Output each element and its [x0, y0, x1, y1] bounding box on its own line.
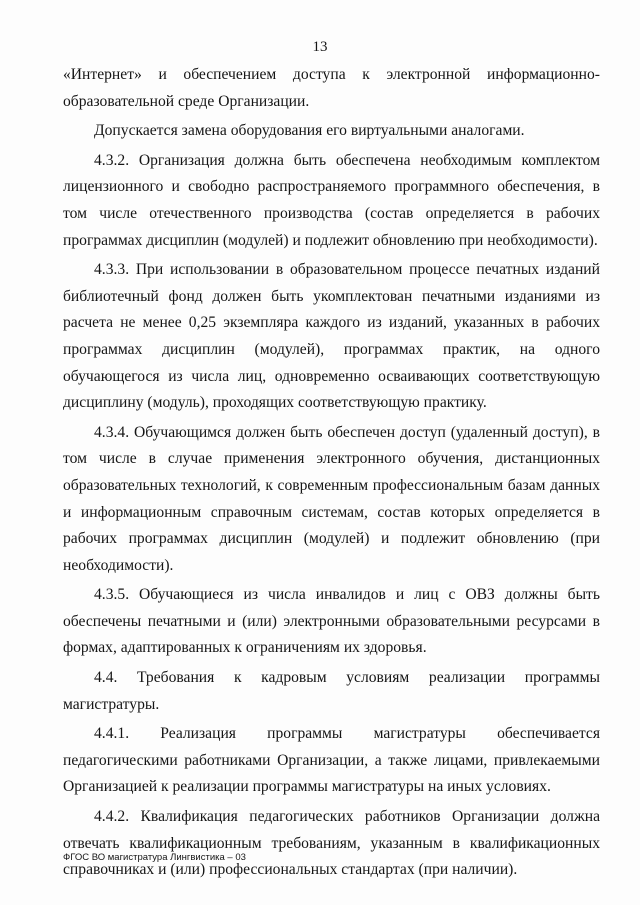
paragraph-continuation: «Интернет» и обеспечением доступа к электронной информационно-образовательной среде Организации.	[63, 66, 600, 110]
paragraph-4-3-3: 4.3.3. При использовании в образовательном процессе печатных изданий библиотечный фонд должен быть укомплектован печатными изданиями из расчета не менее 0,25 экземпляра каждого из изданий, указанных в рабочих программах дисциплин (модулей), программах практик, на одного обучающегося из числа лиц, одновременно осваивающих соответствующую дисциплину (модуль), проходящих соответствующую практику.	[63, 261, 600, 412]
paragraph-4-3-5: 4.3.5. Обучающиеся из числа инвалидов и лиц с ОВЗ должны быть обеспечены печатными и (или) электронными образовательными ресурсами в формах, адаптированных к ограничениям их здоровья.	[63, 586, 600, 657]
paragraph-virtual-analogs: Допускается замена оборудования его виртуальными аналогами.	[94, 122, 525, 140]
paragraph-4-3-4: 4.3.4. Обучающимся должен быть обеспечен доступ (удаленный доступ), в том числе в случае применения электронного обучения, дистанционных образовательных технологий, к современным профессиональным базам данных и информационным справочным системам, состав которых определяется в рабочих программах дисциплин (модулей) и подлежит обновлению (при необходимости).	[63, 423, 600, 574]
page-number: 13	[312, 39, 328, 55]
paragraph-4-4-1: 4.4.1. Реализация программы магистратуры обеспечивается педагогическими работниками Организации, а также лицами, привлекаемыми Организацией к реализации программы магистратуры на иных условиях.	[63, 725, 600, 796]
paragraph-4-4: 4.4. Требования к кадровым условиям реализации программы магистратуры.	[63, 669, 600, 713]
document-footer: ФГОС ВО магистратура Лингвистика – 03	[63, 852, 246, 863]
paragraph-4-3-2: 4.3.2. Организация должна быть обеспечена необходимым комплектом лицензионного и свободно распространяемого программного обеспечения, в том числе отечественного производства (состав определяется в рабочих программах дисциплин (модулей) и подлежит обновлению при необходимости).	[63, 151, 600, 249]
document-body	[63, 62, 600, 884]
paragraph-4-4-2: 4.4.2. Квалификация педагогических работников Организации должна отвечать квалификационным требованиям, указанным в квалификационных справочниках и (или) профессиональных стандартах (при наличии).	[63, 808, 600, 879]
